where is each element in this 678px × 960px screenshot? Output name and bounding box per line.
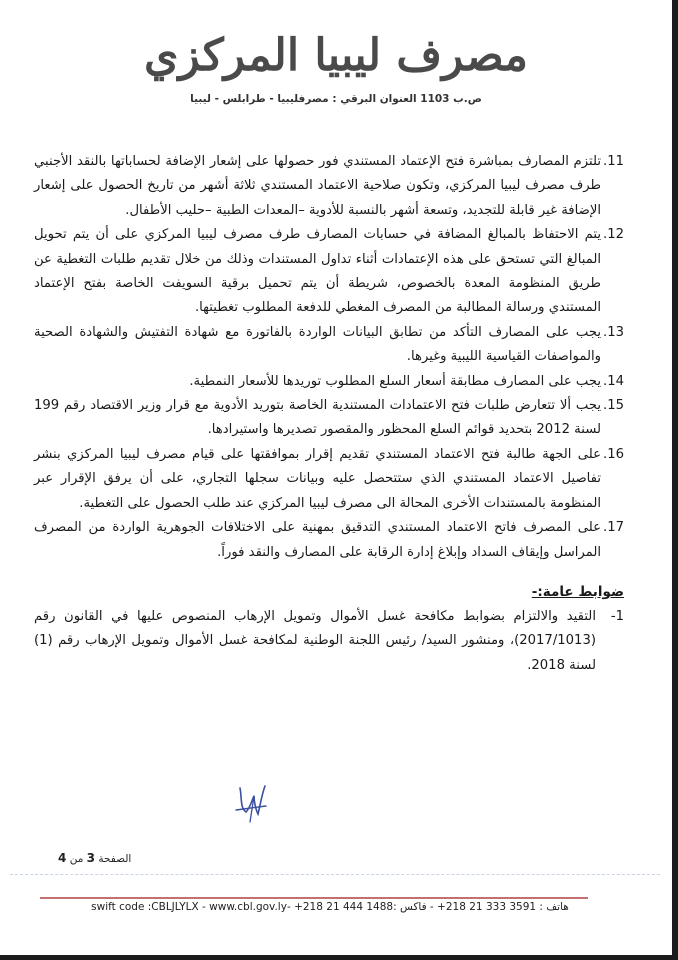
clause-number: 14. [603,373,624,389]
footer-contact-info: هاتف : 3591 333 21 218+ - فاكس :1488 444 21 218+ -swift code :CBLJLYLX - www.cbl.gov.ly [91,901,569,913]
scan-edge-right [672,0,678,960]
clause-number: 12. [603,227,624,243]
footer-divider-extension [458,897,588,899]
page-total: 4 [58,851,67,865]
general-control-number: 1- [610,608,624,624]
clause-text: تلتزم المصارف بمباشرة فتح الإعتماد المستندي فور حصولها على إشعار الإضافة لحساباتها بالنقد الأجنبي طرف مصرف ليبيا المركزي، وتكون صلاحية الاعتماد المستندي ثلاثة أشهر من تاريخ الحصول على إشعار الإضافة غير قابلة للتجديد، وتسعة أشهر بالنسبة للأدوية –المعدات الطبية –حليب الأطفال. [34,154,602,218]
clause-number: 13. [603,324,624,340]
clause-17 [34,516,624,565]
clause-14 [34,370,624,394]
clause-text: يجب على المصارف التأكد من تطابق البيانات الواردة بالفاتورة مع شهادة التفتيش والشهادة الصحية والمواصفات القياسية الليبية وغيرها. [34,324,602,365]
document-body [34,150,624,678]
clause-15 [34,394,624,443]
clause-number: 15. [603,398,624,414]
clause-number: 16. [603,446,624,462]
letterhead-address: ص.ب 1103 العنوان البرقي : مصرفليبيا - طرابلس - ليبيا [190,93,482,105]
clause-text: على الجهة طالبة فتح الاعتماد المستندي تقديم إقرار بموافقتها على قيام مصرف ليبيا المركزي بنشر تفاصيل الاعتماد المستندي الذي ستتحصل عليه وبيانات سجلها التجاري، على أن يرفق الإقرار عبر المنظومة بالمستندات الأخرى المحالة الى مصرف ليبيا المركزي عند طلب الحصول على التغطية. [34,446,602,511]
page-current: 3 [86,851,96,865]
clause-13 [34,321,624,370]
page-number [58,851,131,865]
clause-text: يجب على المصارف مطابقة أسعار السلع المطلوب توريدها للأسعار النمطية. [189,373,602,389]
clause-16 [34,443,624,516]
clause-number: 11. [603,154,624,169]
page-label: الصفحة [98,853,132,865]
letterhead [0,28,672,84]
signature-initials-icon [232,780,272,824]
page-separator-line [10,874,660,875]
clause-text: يتم الاحتفاظ بالمبالغ المضافة في حسابات المصارف طرف مصرف ليبيا المركزي على أن يتم تحويل المبالغ التي تستحق على هذه الإعتمادات أثناء تداول المستندات وذلك من خلال تقديم طلبات التغطية عن طريق المنظومة المعدة بالخصوص، شريطة أن يتم تحميل برقية السويفت الخاصة بفتح الإعتماد المستندي ورسالة المطالبة من المصرف المغطي للدفعة المطلوب تغطيتها. [34,227,602,316]
footer-divider [40,897,458,899]
clause-number: 17. [603,520,624,536]
general-controls-title: ضوابط عامة:- [531,583,624,600]
clause-11 [34,150,624,223]
general-control-text: التقيد والالتزام بضوابط مكافحة غسل الأموال وتمويل الإرهاب المنصوص عليها في القانون رقم (2017/1013)، ومنشور السيد/ رئيس اللجنة الوطنية لمكافحة غسل الأموال وتمويل الإرهاب رقم (1) لسنة 2018. [34,608,596,673]
clause-text: على المصرف فاتح الاعتماد المستندي التدقيق بمهنية على الاختلافات الجوهرية الواردة من المصرف المراسل وإيقاف السداد وإبلاغ إدارة الرقابة على المصارف والنقد فوراً. [34,520,602,560]
clause-text: يجب ألا تتعارض طلبات فتح الاعتمادات المستندية الخاصة بتوريد الأدوية مع قرار وزير الاقتصاد رقم 199 لسنة 2012 بتحديد قوائم السلع المحظور والمقصور تصديرها واستيرادها. [34,398,602,438]
scan-edge-bottom [0,955,678,960]
general-control-item-1 [34,605,624,678]
page-of-label: من [69,853,84,865]
clause-12 [34,223,624,321]
central-bank-logo: مصرف ليبيا المركزي [144,30,528,81]
